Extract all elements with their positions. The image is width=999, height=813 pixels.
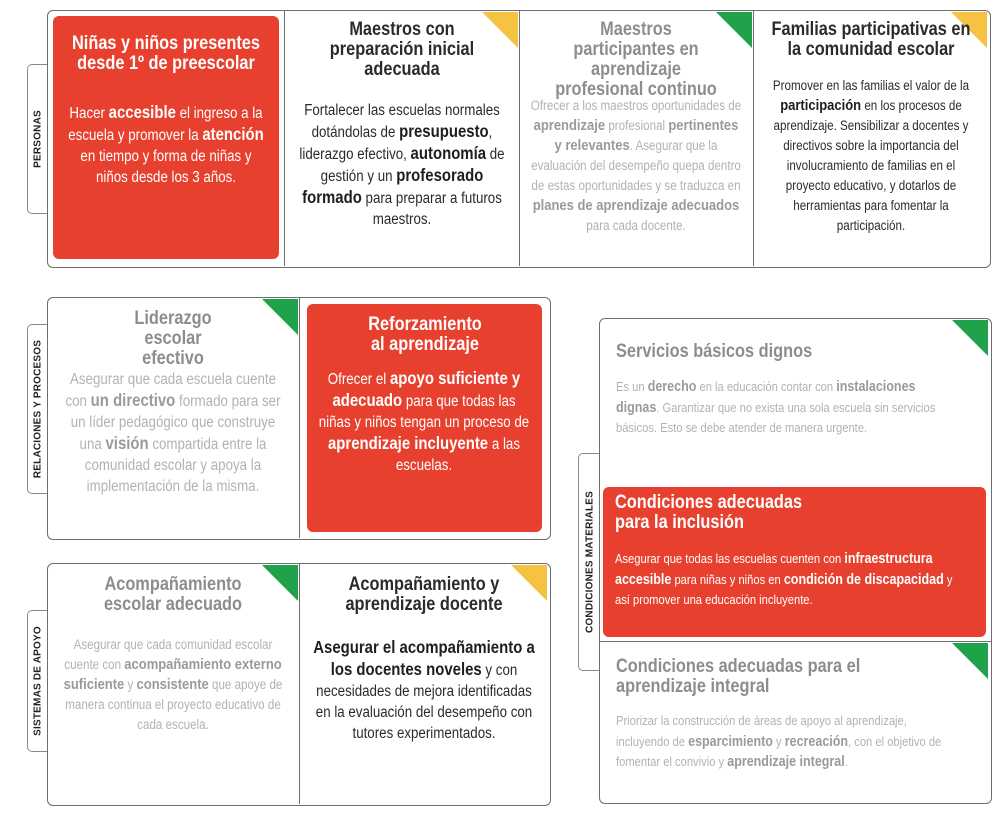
card-aprendizaje-integral <box>601 643 988 800</box>
card-text: Ofrecer el apoyo suficiente y adecuado para que todas las niñas y niños tengan un proceso de aprendizaje incluyente a las escuelas. <box>318 368 530 474</box>
card-familias-participativas <box>755 12 987 264</box>
card-acompanamiento-docente <box>301 565 547 802</box>
divider <box>299 297 300 538</box>
card-title: Niñas y niños presentes desde 1º de preescolar <box>72 33 260 74</box>
tab-condiciones-label: CONDICIONES MATERIALES <box>584 491 595 633</box>
card-maestros-preparacion <box>286 12 518 264</box>
status-corner-yellow <box>482 12 518 48</box>
card-text: Asegurar que cada escuela cuente con un directivo formado para ser un líder pedagógico que construye una visión compartida entre la comunidad escolar y apoya la implementación de la misma. <box>65 371 281 495</box>
card-title: Liderazgo escolar efectivo <box>134 308 212 369</box>
tab-sistemas <box>27 610 48 752</box>
status-corner-green <box>262 565 298 601</box>
card-text: Es un derecho en la educación contar con instalaciones dignas. Garantizar que no exista una sola escuela sin servicios básicos. Esto se debe atender de manera urgente. <box>616 379 936 435</box>
card-text: Priorizar la construcción de áreas de apoyo al aprendizaje, incluyendo de esparcimiento y recreación, con el objetivo de fomentar el convivio y aprendizaje integral. <box>616 713 942 770</box>
card-text: Ofrecer a los maestros oportunidades de aprendizaje profesional pertinentes y relevantes. Asegurar que la evaluación del desempeño quepa dentro de estas oportunidades y se traduzca en planes de aprendizaje adecuados para cada docente. <box>530 98 742 233</box>
tab-relaciones <box>27 324 48 494</box>
divider <box>284 10 285 266</box>
card-title: Acompañamiento y aprendizaje docente <box>345 574 503 615</box>
status-corner-green <box>952 320 988 356</box>
divider <box>599 641 992 642</box>
divider <box>299 563 300 804</box>
card-title: Reforzamiento al aprendizaje <box>368 314 482 355</box>
card-text: Fortalecer las escuelas normales dotándolas de presupuesto, liderazgo efectivo, autonomía de gestión y un profesorado formado para preparar a futuros maestros. <box>299 102 505 228</box>
tab-relaciones-label: RELACIONES Y PROCESOS <box>32 339 44 479</box>
card-text: Promover en las familias el valor de la participación en los procesos de aprendizaje. Sensibilizar a docentes y directivos sobre la importancia del involucramiento de familias en el proyecto educativo, y dotarlos de herramientas para fomentar la participación. <box>772 78 970 233</box>
card-servicios-basicos <box>601 320 988 484</box>
divider <box>519 10 520 266</box>
card-reforzamiento <box>307 304 542 532</box>
card-text: Asegurar que cada comunidad escolar cuente con acompañamiento externo suficiente y consistente que apoye de manera continua el proyecto educativo de cada escuela. <box>63 637 283 732</box>
card-title: Condiciones adecuadas para la inclusión <box>615 492 803 533</box>
divider <box>753 10 754 266</box>
status-corner-green <box>952 643 988 679</box>
status-corner-yellow <box>511 565 547 601</box>
card-title: Maestros con preparación inicial adecuada <box>329 19 475 80</box>
card-title: Maestros participantes en aprendizaje profesional continuo <box>555 19 717 100</box>
tab-sistemas-label: SISTEMAS DE APOYO <box>32 626 44 736</box>
tab-personas <box>27 64 48 214</box>
card-acompanamiento-escolar <box>49 565 298 802</box>
card-inclusion <box>603 487 986 637</box>
card-title: Servicios básicos dignos <box>616 341 813 362</box>
tab-condiciones <box>578 453 600 671</box>
tab-personas-label: PERSONAS <box>32 110 44 168</box>
card-text: Asegurar el acompañamiento a los docentes noveles y con necesidades de mejora identificadas en la evaluación del desempeño con tutores experimentados. <box>313 637 535 742</box>
card-ninos-preescolar <box>53 16 279 259</box>
card-maestros-aprendizaje <box>521 12 752 264</box>
status-corner-green <box>262 299 298 335</box>
card-text: Asegurar que todas las escuelas cuenten con infraestructura accesible para niñas y niños en condición de discapacidad y así promover una educación incluyente. <box>615 551 953 607</box>
card-title: Condiciones adecuadas para el aprendizaje integral <box>616 656 861 697</box>
card-title: Familias participativas en la comunidad escolar <box>771 19 971 60</box>
card-text: Hacer accesible el ingreso a la escuela y promover la atención en tiempo y forma de niñas y niños desde los 3 años. <box>68 102 264 186</box>
card-title: Acompañamiento escolar adecuado <box>103 574 243 615</box>
card-liderazgo <box>49 299 298 536</box>
